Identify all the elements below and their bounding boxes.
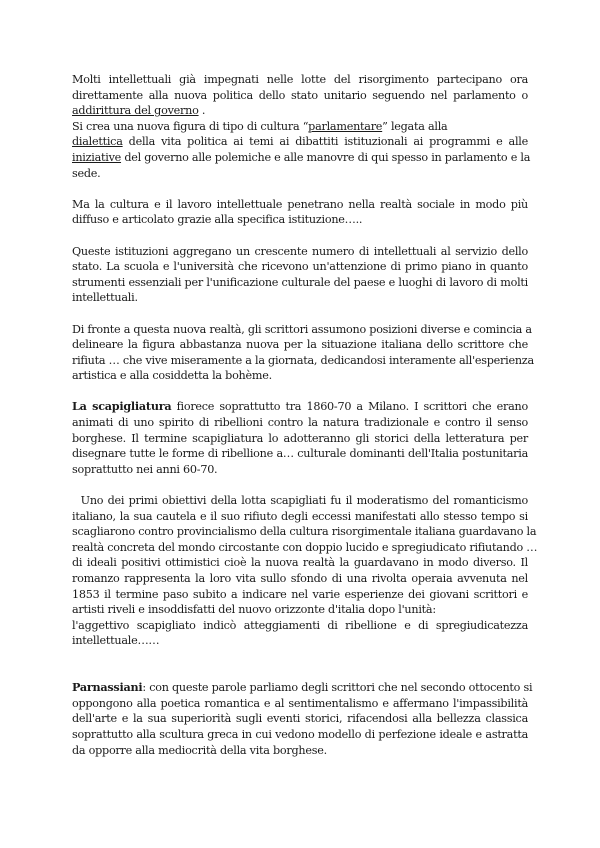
text-fragment: Si crea una nuova figura di tipo di cultura “ xyxy=(72,119,309,133)
text-fragment: del governo alle polemiche e alle manovre di qui spesso in parlamento e la xyxy=(121,150,531,164)
text-line: Molti intellettuali già impegnati nelle lotte del risorgimento partecipano ora xyxy=(72,73,528,86)
paragraph-risorgimento xyxy=(72,72,531,181)
paragraph-scrittori xyxy=(72,322,534,384)
paragraph-gap xyxy=(72,477,528,493)
text-line xyxy=(72,103,528,119)
underlined-phrase: parlamentare xyxy=(308,119,383,133)
text-line: soprattutto alla scultura greca in cui vedono modello di perfezione ideale e astratta xyxy=(72,727,528,741)
text-fragment: ” legata alla xyxy=(382,119,448,133)
paragraph-parnassiani xyxy=(72,680,533,758)
text-line: artistica e alla cosiddetta la bohème. xyxy=(72,369,272,383)
text-line: intellettuali. xyxy=(72,291,138,305)
text-line: di ideali positivi ottimistici cioè la nuova realtà la guardavano in modo diverso. Il xyxy=(72,556,528,570)
text-line: dell'arte e la sua superiorità sugli eventi storici, rifacendosi alla bellezza classica xyxy=(72,712,528,726)
text-line: borghese. Il termine scapigliatura lo adotteranno gli storici della letteratura per xyxy=(72,431,528,445)
text-line: oppongono alla poetica romantica e al sentimentalismo e affermano l'impassibilità xyxy=(72,696,528,710)
text-line: italiano, la sua cautela e il suo rifiuto degli eccessi manifestati allo stesso tempo si xyxy=(72,509,528,523)
paragraph-istituzioni xyxy=(72,244,528,306)
paragraph-cultura xyxy=(72,197,528,228)
text-line: disegnare tutte le forme di ribellione a… culturale dominanti dell'Italia postunitaria xyxy=(72,447,528,461)
paragraph-gap xyxy=(72,181,528,197)
paragraph-scapigliatura xyxy=(72,399,528,477)
paragraph-gap xyxy=(72,665,528,681)
paragraph-gap xyxy=(72,306,528,322)
text-line: Di fronte a questa nuova realtà, gli scrittori assumono posizioni diverse e comincia a xyxy=(72,322,532,336)
text-line: animati di uno spirito di ribellioni contro la natura tradizionale e contro il senso xyxy=(72,416,528,430)
text-line: da opporre alla mediocrità della vita borghese. xyxy=(72,743,327,757)
text-line: artisti riveli e insoddisfatti del nuovo orizzonte d'italia dopo l'unità: xyxy=(72,603,436,617)
text-line: l'aggettivo scapigliato indicò atteggiamenti di ribellione e di spregiudicatezza xyxy=(72,618,528,632)
text-line: diffuso e articolato grazie alla specifica istituzione….. xyxy=(72,213,363,227)
text-line: soprattutto nei anni 60-70. xyxy=(72,462,218,476)
text-line: 1853 il termine paso subito a indicare nel varie esperienze dei giovani scrittori e xyxy=(72,587,528,601)
text-line xyxy=(72,119,528,135)
text-line: sede. xyxy=(72,166,101,180)
text-fragment: : con queste parole parliamo degli scrittori che nel secondo ottocento si xyxy=(142,681,533,695)
underlined-phrase: iniziative xyxy=(72,150,122,164)
text-fragment: della vita politica ai temi ai dibattiti istituzionali ai programmi e alle xyxy=(122,135,528,149)
paragraph-gap xyxy=(72,228,528,244)
text-line: rifiuta … che vive miseramente a la giornata, dedicandosi interamente all'esperienza xyxy=(72,353,534,367)
text-line: delineare la figura abbastanza nuova per la situazione italiana dello scrittore che xyxy=(72,338,528,352)
text-fragment: fiorece soprattutto tra 1860-70 a Milano. I scrittori che erano xyxy=(171,400,528,414)
text-line: Ma la cultura e il lavoro intellettuale penetrano nella realtà sociale in modo più xyxy=(72,197,528,211)
text-line: stato. La scuola e l'università che ricevono un'attenzione di primo piano in quanto xyxy=(72,260,528,274)
text-line xyxy=(72,134,528,150)
paragraph-gap xyxy=(72,384,528,400)
text-line: realtà concreta del mondo circostante con doppio lucido e spregiudicato rifiutando … xyxy=(72,540,538,554)
text-line: intellettuale…… xyxy=(72,634,160,648)
text-line xyxy=(72,680,533,696)
underlined-phrase: addirittura del governo xyxy=(72,104,199,118)
text-line: strumenti essenziali per l'unificazione culturale del paese e luoghi di lavoro di molti xyxy=(72,275,528,289)
text-line: direttamente alla nuova politica dello stato unitario seguendo nel parlamento o xyxy=(72,88,528,102)
underlined-phrase: dialettica xyxy=(72,135,123,149)
paragraph-gap xyxy=(72,649,528,665)
text-line xyxy=(72,150,531,166)
page-body xyxy=(72,72,538,758)
term-heading: La scapigliatura xyxy=(72,399,172,414)
text-line xyxy=(72,399,528,415)
term-heading: Parnassiani xyxy=(72,680,143,695)
text-line: Queste istituzioni aggregano un crescente numero di intellettuali al servizio dello xyxy=(72,244,528,258)
text-line: scagliarono contro provincialismo della cultura risorgimentale italiana guardavano la xyxy=(72,525,537,539)
paragraph-obiettivi xyxy=(72,493,538,649)
text-fragment: . xyxy=(198,104,206,118)
text-line: Uno dei primi obiettivi della lotta scapigliati fu il moderatismo del romanticismo xyxy=(72,494,528,508)
text-line: romanzo rappresenta la loro vita sullo sfondo di una rivolta operaia avvenuta nel xyxy=(72,572,528,585)
